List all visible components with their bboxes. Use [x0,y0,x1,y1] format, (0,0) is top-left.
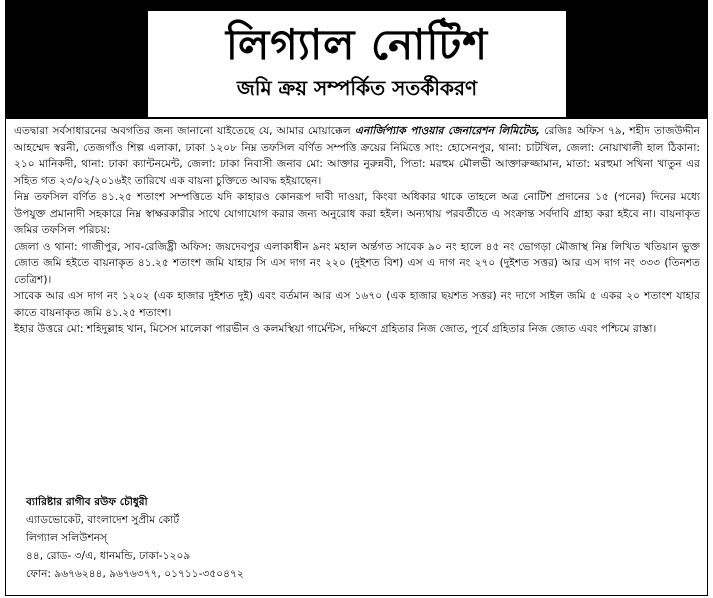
paragraph-agreement-details: রেজিঃ অফিস ৭৯, শহীদ তাজউদ্দীন আহম্মেদ স্বরনী, তেজগাঁও শিল্প এলাকা, ঢাকা ১২০৮ নিম্ন তফসিল বর্ণিত সম্পত্তি ক্রয়ের নিমিত্তে সাং: হোসেনপুর, থানা: চাটখিল, জেলা: নোয়াখালী হাল ঠিকানা: ২১০ মানিকদী, থানা: ঢাকা ক্যান্টনমেন্ট, জেলা: ঢাকা নিবাসী জনাব মো: আক্তার নুরুন্নবী, পিতা: মরহুম মৌলভী আক্তারুজ্জামান, মাতা: মরহুমা সখিনা খাতুন এর সহিত গত ২৩/০২/২০১৬ইং তারিখে এক বায়না চুক্তিতে আবদ্ধ হইয়াছেন। [14,125,700,187]
lawyer-designation: এ্যাডভোকেট, বাংলাদেশ সুপ্রীম কোর্ট [26,514,180,526]
phone-numbers: ফোন: ৯৬৭৬২৪৪, ৯৬৭৬৩৭৭, ০১৭১১-৩৫০৪৭২ [26,568,244,580]
legal-notice [5,0,708,596]
paragraph-agreement-intro: এতদ্বারা সর্বসাধারনের অবগতির জন্য জানানো যাইতেছে যে, আমার মোয়াক্কেল [14,125,355,137]
notice-title: লিগ্যাল নোটিশ [225,20,489,69]
title-box [148,11,566,117]
signature-block [26,493,446,583]
paragraph-dag-numbers: সাবেক আর এস দাগ নং ১২০২ (এক হাজার দুইশত দুই) এবং বর্তমান আর এস ১৬৭০ (এক হাজার ছয়শত সত্তর) নং দাগে সাইল জমি ৫ একর ২০ শতাংশ যাহার কাতে বায়নাকৃত জমি ৪১.২৫ শতাংশ। [14,290,700,319]
paragraph-land-location: জেলা ও থানা: গাজীপুর, সাব-রেজিষ্ট্রী অফিস: জয়দেবপুর এলাকাধীন ৯নং মহাল অর্ন্তগত সাবেক ৯০ নং হালে ৪৫ নং ভোগড়া মৌজাস্থ নিম্ন লিখিত খতিয়ান ভুক্ত জোত জমি হইতে বায়নাকৃত ৪১.২৫ শতাংশ জমি যাহার সি এস দাগ নং ২২০ (দুইশত বিশ) এস এ দাগ নং ২৭০ (দুইশত সত্তর) আর এস দাগ নং ৩৩৩ (তিনশত তেত্রিশ)। [14,240,700,286]
paragraph-claims: নিম্ন তফসিল বর্ণিত ৪১.২৫ শতাংশ সম্পত্তিতে যদি কাহারও কোনরূপ দাবী দাওয়া, কিংবা অধিকার থাকে তাহলে অত্র নোটিশ প্রদানের ১৫ (পনের) দিনের মধ্যে উপযুক্ত প্রমানাদী সহকারে নিম্ন স্বাক্ষরকারীর সাথে যোগাযোগ করার জন্য অনুরোধ করা হইল। অন্যথায় পরবর্তীতে এ সংক্রান্ত সর্বদাবি গ্রাহ্য করা হইবে না। বায়নাকৃত জমির তফসিল পরিচয়: [14,191,700,236]
notice-header [6,1,707,119]
firm-address: ৪৪, রোড- ৩/এ, ধানমন্ডি, ঢাকা-১২০৯ [26,550,191,562]
lawyer-name: ব্যারিষ্টার রাগীব রউফ চৌধুরী [26,496,148,508]
notice-body [14,123,700,338]
paragraph-boundaries: ইহার উত্তরে মো: শহিদুল্লাহ খান, মিসেস মালেকা পারভীন ও কলমস্থিয়া গার্মেন্টস, দক্ষিণে গ্রহিতার নিজ জোত, পূর্বে গ্রহিতার নিজ জোত এবং পশ্চিমে রাস্তা। [14,323,657,335]
company-name: এনার্জিপ্যাক পাওয়ার জেনারেশন লিমিটেড, [354,125,541,137]
paragraph-agreement [14,123,700,189]
law-firm: লিগ্যাল সলিউশনস্ [26,532,108,544]
notice-subtitle: জমি ক্রয় সম্পর্কিত সতর্কীকরণ [236,76,478,100]
